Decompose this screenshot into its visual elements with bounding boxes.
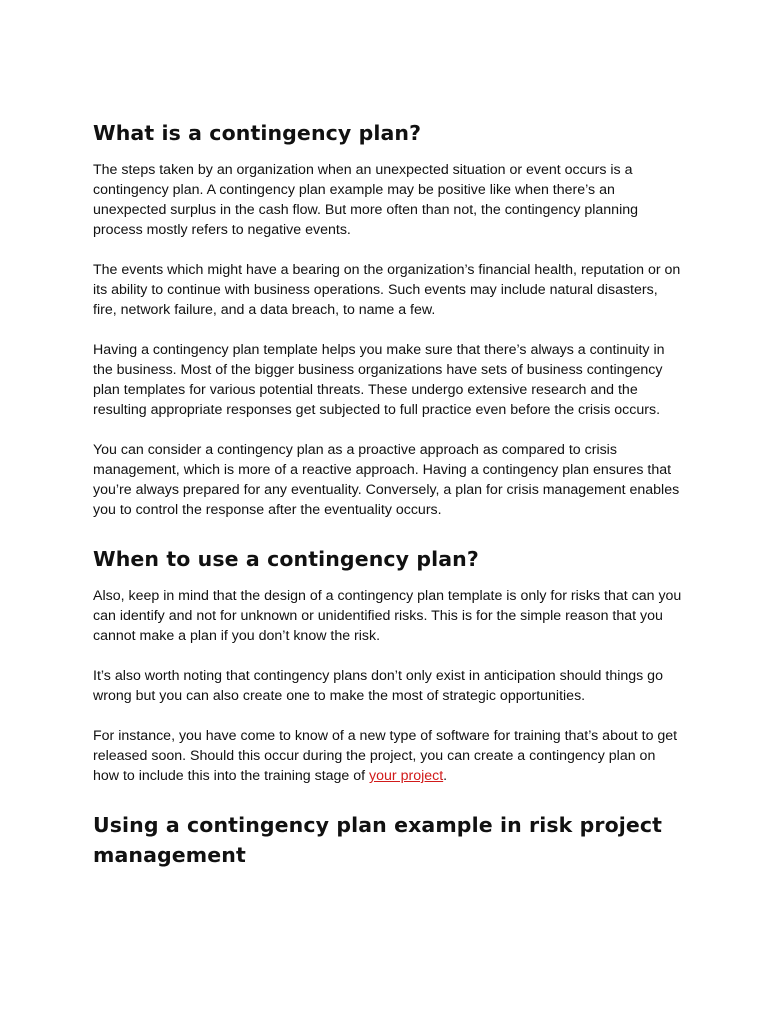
paragraph: Also, keep in mind that the design of a contingency plan template is only for risks that can you can identify and not for unknown or unidentified risks. This is for the simple reason that you cannot make a plan if you don’t know the risk. <box>93 588 682 644</box>
paragraph: The events which might have a bearing on the organization’s financial health, reputation or on its ability to continue with business operations. Such events may include natural disasters, fire, network failure, and a data breach, to name a few. <box>93 262 681 318</box>
paragraph: You can consider a contingency plan as a proactive approach as compared to crisis management, which is more of a reactive approach. Having a contingency plan ensures that you’re always prepared for any eventuality. Conversely, a plan for crisis management enables you to control the response after the eventuality occurs. <box>93 442 680 518</box>
section-heading-using-example: Using a contingency plan example in risk project management <box>93 813 663 867</box>
paragraph-text: . <box>443 768 448 784</box>
section-heading-what-is: What is a contingency plan? <box>93 121 422 145</box>
paragraph: It’s also worth noting that contingency plans don’t only exist in anticipation should things go wrong but you can also create one to make the most of strategic opportunities. <box>93 668 663 704</box>
paragraph: Having a contingency plan template helps you make sure that there’s always a continuity in the business. Most of the bigger business organizations have sets of business contingency plan templates for various potential threats. These undergo extensive research and the resulting appropriate responses get subjected to full practice even before the crisis occurs. <box>93 342 665 418</box>
document-page <box>93 118 683 870</box>
section-heading-when-to-use: When to use a contingency plan? <box>93 547 479 571</box>
paragraph-with-link <box>93 726 683 786</box>
paragraph-text: For instance, you have come to know of a new type of software for training that’s about to get released soon. Should this occur during the project, you can create a contingency plan on how to include this into the training stage of <box>93 728 678 784</box>
your-project-link[interactable]: your project <box>369 768 444 784</box>
paragraph: The steps taken by an organization when an unexpected situation or event occurs is a contingency plan. A contingency plan example may be positive like when there’s an unexpected surplus in the cash flow. But more often than not, the contingency planning process mostly refers to negative events. <box>93 162 638 238</box>
